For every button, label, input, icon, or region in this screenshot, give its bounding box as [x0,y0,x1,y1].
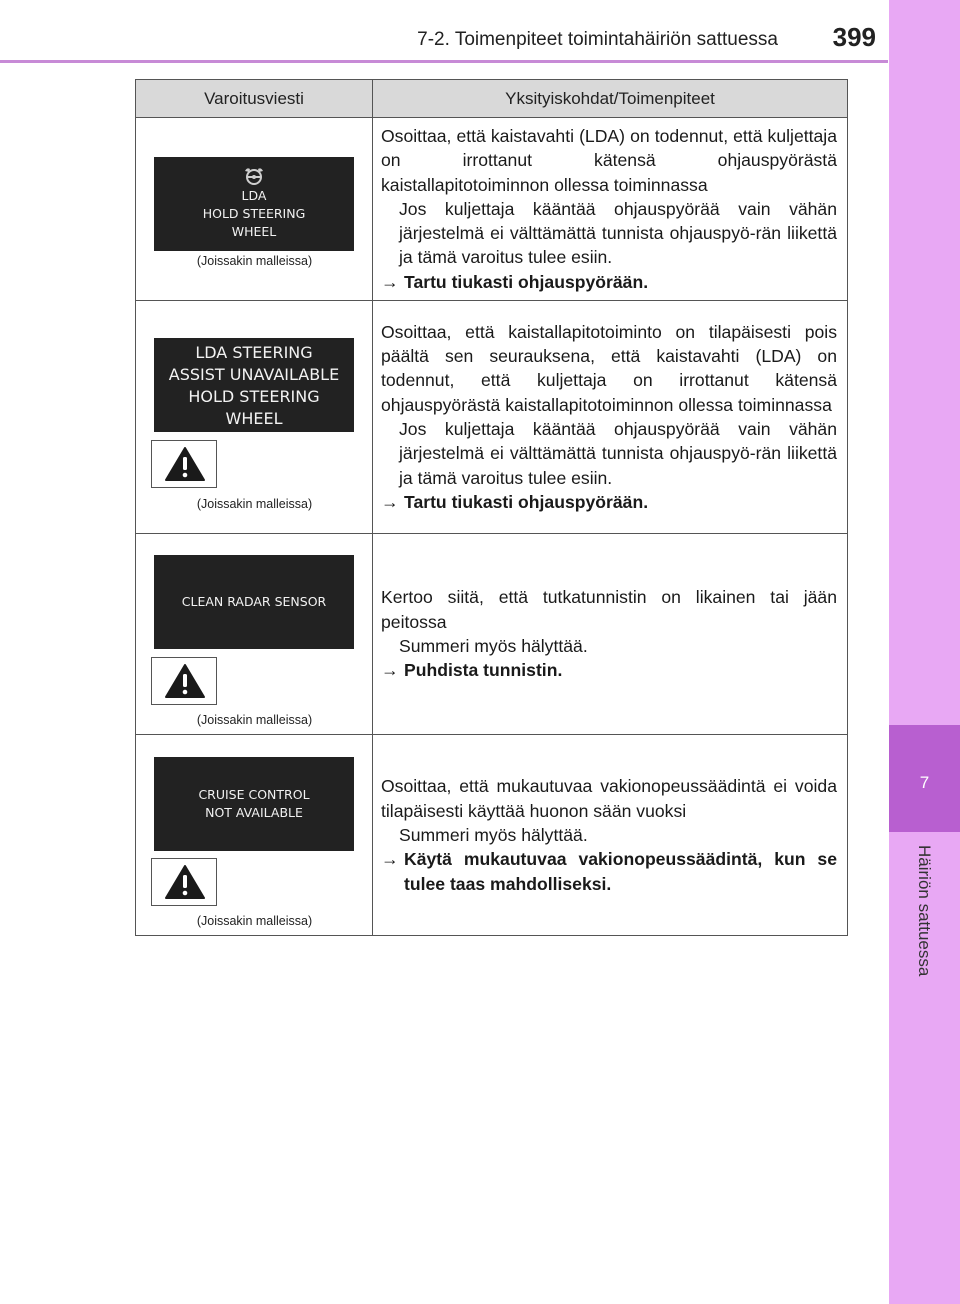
arrow-icon: → [381,491,399,512]
warning-triangle-icon [164,663,206,699]
display-line: ASSIST UNAVAILABLE [168,365,340,385]
action-label: Tartu tiukasti ohjauspyörään. [404,271,649,292]
model-note: (Joissakin malleissa) [196,914,313,929]
action-text [381,658,837,682]
steering-wheel-hands-icon [242,165,266,185]
action-label: Tartu tiukasti ohjauspyörään. [404,491,649,512]
sub-note: Summeri myös hälyttää. [399,824,588,845]
display-line: NOT AVAILABLE [205,805,303,821]
description-text: Osoittaa, että kaistallapitotoiminto on tilapäisesti pois päältä sen seurauksena, että kaistavahti (LDA) on todennut, että kuljettaja on irrottanut kätensä ohjauspyörästä kaistallapitotoiminnon ollessa toiminnassa [381,321,837,415]
details-cell [373,735,848,936]
column-header-message: Varoitusviesti [136,80,373,118]
sub-note: Jos kuljettaja kääntää ohjauspyörää vain vähän järjestelmä ei välttämättä tunnista ohjauspyö-rän liikettä ja tämä varoitus tulee esiin. [399,419,837,488]
action-text [381,847,837,896]
warning-triangle-icon [164,446,206,482]
table-header-row [136,80,848,118]
arrow-icon: → [381,271,399,292]
table-row [136,301,848,534]
warning-indicator [151,858,217,906]
display-line: LDA [241,188,267,203]
column-header-details: Yksityiskohdat/Toimenpiteet [373,80,848,118]
display-line: HOLD STEERING [188,387,320,407]
chapter-sidebar [889,0,960,1304]
message-image-cell [136,301,373,534]
warning-triangle-icon [164,864,206,900]
display-line: CRUISE CONTROL [198,787,310,803]
arrow-icon: → [381,849,399,870]
section-title: 7-2. Toimenpiteet toimintahäiriön sattuessa [417,29,778,50]
display-line: WHEEL [225,409,283,429]
chapter-tab [889,725,960,832]
display-screen [154,555,354,649]
warning-indicator [151,440,217,488]
warning-indicator [151,657,217,705]
sub-note: Summeri myös hälyttää. [399,636,588,657]
action-label: Käytä mukautuvaa vakionopeussäädintä, kun se tulee taas mahdolliseksi. [404,849,837,894]
description-text: Kertoo siitä, että tutkatunnistin on likainen tai jään peitossa [381,587,837,632]
display-line: HOLD STEERING [202,206,306,221]
table-row [136,735,848,936]
display-screen [154,157,354,251]
table-row [136,534,848,735]
arrow-icon: → [381,660,399,681]
details-cell [373,534,848,735]
model-note: (Joissakin malleissa) [196,254,313,268]
action-label: Puhdista tunnistin. [404,660,563,681]
display-line: CLEAN RADAR SENSOR [181,594,327,610]
display-line: LDA STEERING [195,343,313,363]
chapter-number: 7 [919,773,930,792]
action-text [381,490,837,514]
action-text [381,270,837,294]
display-screen [154,338,354,432]
model-note: (Joissakin malleissa) [196,497,313,512]
display-screen [154,757,354,851]
description-text: Osoittaa, että kaistavahti (LDA) on todennut, että kuljettaja on irrottanut kätensä ohjauspyörästä kaistallapitotoiminnon ollessa toiminnassa [381,126,837,195]
warning-message-table [135,79,848,936]
page-number: 399 [832,22,876,52]
display-line: WHEEL [231,224,277,239]
chapter-label: Häiriön sattuessa [915,845,934,977]
details-cell [373,301,848,534]
model-note: (Joissakin malleissa) [196,713,313,728]
details-cell [373,118,848,301]
header-divider [0,60,888,63]
message-image-cell [136,534,373,735]
table-row [136,118,848,301]
page-header [0,0,888,62]
sub-note: Jos kuljettaja kääntää ohjauspyörää vain vähän järjestelmä ei välttämättä tunnista ohjauspyö-rän liikettä ja tämä varoitus tulee esiin. [399,198,837,268]
message-image-cell [136,118,373,301]
message-image-cell [136,735,373,936]
description-text: Osoittaa, että mukautuvaa vakionopeussäädintä ei voida tilapäisesti käyttää huonon sään vuoksi [381,776,837,821]
